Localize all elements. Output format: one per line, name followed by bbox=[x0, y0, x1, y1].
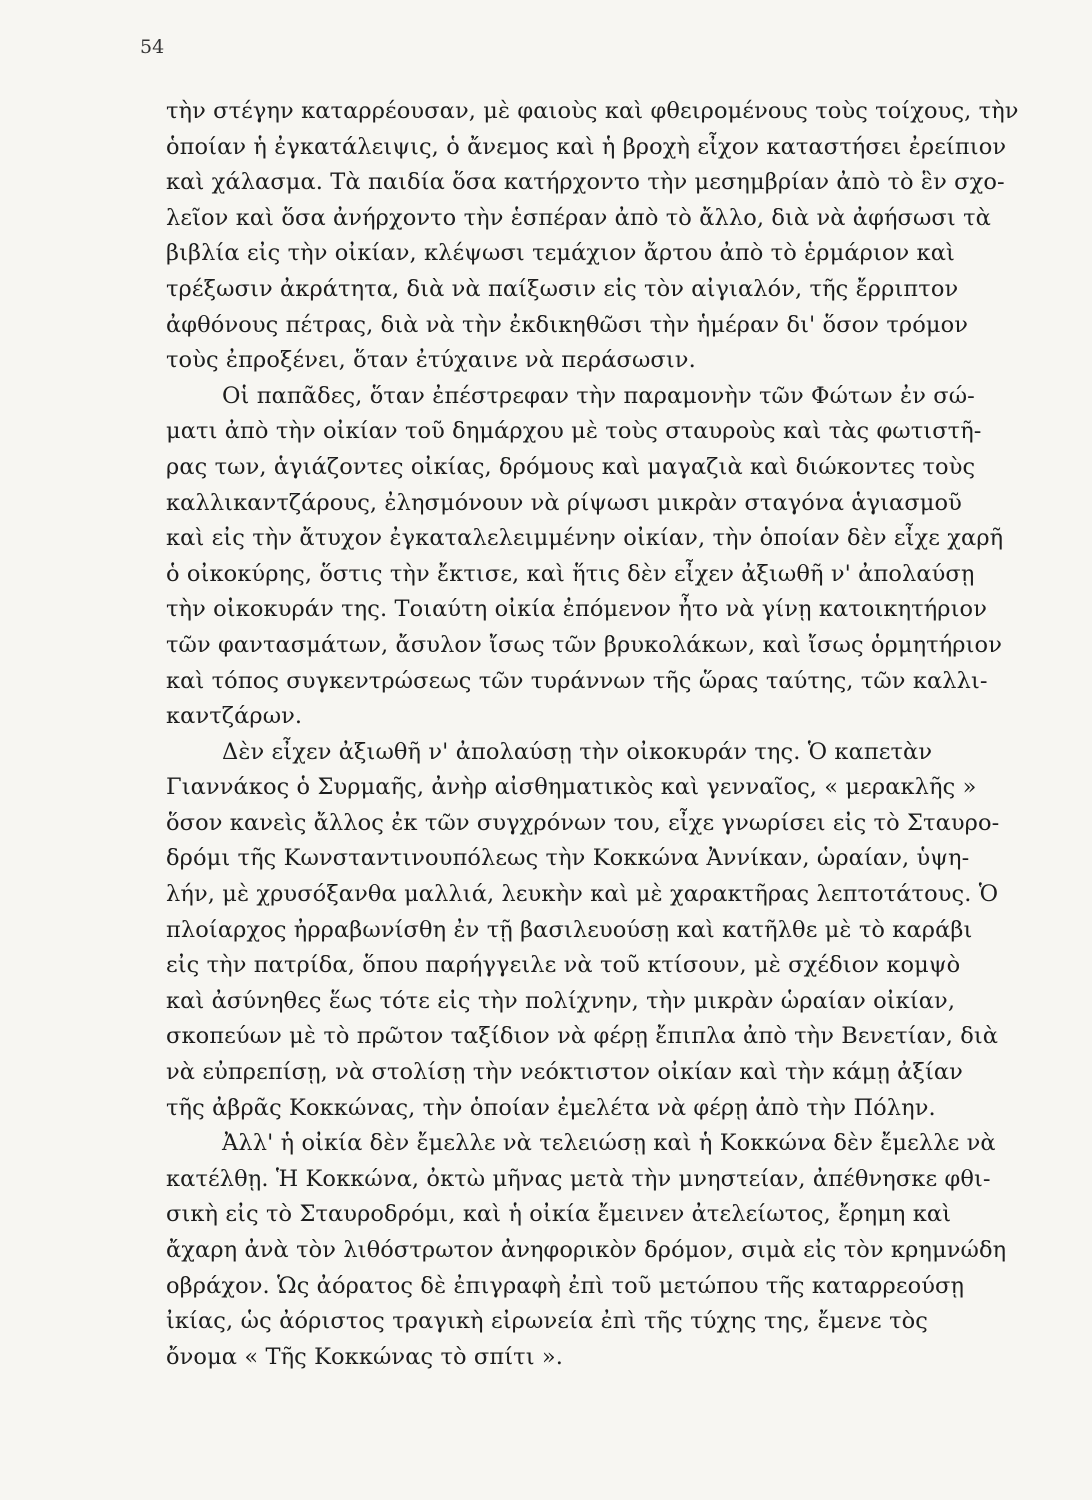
text-line: ματι ἀπὸ τὴν οἰκίαν τοῦ δημάρχου μὲ τοὺς σταυροὺς καὶ τὰς φωτιστῆ- bbox=[166, 418, 982, 445]
text-line: τῶν φαντασμάτων, ἄσυλον ἴσως τῶν βρυκολάκων, καὶ ἴσως ὁρμητήριον bbox=[166, 631, 1002, 658]
text-line: σικὴ εἰς τὸ Σταυροδρόμι, καὶ ἡ οἰκία ἔμεινεν ἀτελείωτος, ἔρημη καὶ bbox=[166, 1201, 952, 1228]
text-line: καὶ εἰς τὴν ἄτυχον ἐγκαταλελειμμένην οἰκίαν, τὴν ὁποίαν δὲν εἶχε χαρῆ bbox=[166, 525, 1004, 552]
text-line: ὁποίαν ἡ ἐγκατάλειψις, ὁ ἄνεμος καὶ ἡ βροχὴ εἶχον καταστήσει ἐρείπιον bbox=[166, 133, 1007, 160]
page-number: 54 bbox=[140, 36, 165, 58]
text-line: σκοπεύων μὲ τὸ πρῶτον ταξίδιον νὰ φέρῃ ἔπιπλα ἀπὸ τὴν Βενετίαν, διὰ bbox=[166, 1023, 999, 1050]
text-line: ρας των, ἁγιάζοντες οἰκίας, δρόμους καὶ μαγαζιὰ καὶ διώκοντες τοὺς bbox=[166, 453, 976, 480]
text-line: λήν, μὲ χρυσόξανθα μαλλιά, λευκὴν καὶ μὲ χαρακτῆρας λεπτοτάτους. Ὁ bbox=[166, 881, 999, 908]
text-line: νὰ εὐπρεπίσῃ, νὰ στολίσῃ τὴν νεόκτιστον οἰκίαν καὶ τὴν κάμῃ ἀξίαν bbox=[166, 1059, 963, 1086]
text-line: καὶ τόπος συγκεντρώσεως τῶν τυράννων τῆς ὥρας ταύτης, τῶν καλλι- bbox=[166, 667, 988, 694]
text-line: κατέλθῃ. Ἡ Κοκκώνα, ὀκτὼ μῆνας μετὰ τὴν μνηστείαν, ἀπέθνησκε φθι- bbox=[166, 1165, 991, 1192]
text-line: τὴν οἰκοκυράν της. Τοιαύτη οἰκία ἐπόμενον ἦτο νὰ γίνῃ κατοικητήριον bbox=[166, 596, 987, 623]
text-line: τὴν στέγην καταρρέουσαν, μὲ φαιοὺς καὶ φθειρομένους τοὺς τοίχους, τὴν bbox=[166, 98, 1019, 124]
text-line: δρόμι τῆς Κωνσταντινουπόλεως τὴν Κοκκώνα Ἀννίκαν, ὡραίαν, ὑψη- bbox=[166, 845, 970, 872]
text-line: καὶ χάλασμα. Τὰ παιδία ὅσα κατήρχοντο τὴν μεσημβρίαν ἀπὸ τὸ ἓν σχο- bbox=[166, 169, 1005, 196]
text-line: βιβλία εἰς τὴν οἰκίαν, κλέψωσι τεμάχιον ἄρτου ἀπὸ τὸ ἑρμάριον καὶ bbox=[166, 240, 955, 267]
text-line: ἰκίας, ὡς ἀόριστος τραγικὴ εἰρωνεία ἐπὶ τῆς τύχης της, ἔμενε τὸς bbox=[166, 1308, 928, 1335]
body-text bbox=[166, 94, 1019, 1375]
text-line: Γιαννάκος ὁ Συρμαῆς, ἀνὴρ αἰσθηματικὸς καὶ γενναῖος, « μερακλῆς » bbox=[166, 774, 977, 801]
text-line: λεῖον καὶ ὅσα ἀνήρχοντο τὴν ἑσπέραν ἀπὸ τὸ ἄλλο, διὰ νὰ ἀφήσωσι τὰ bbox=[166, 204, 991, 231]
text-line: εἰς τὴν πατρίδα, ὅπου παρήγγειλε νὰ τοῦ κτίσουν, μὲ σχέδιον κομψὸ bbox=[166, 952, 961, 979]
text-line: Ἀλλ' ἡ οἰκία δὲν ἔμελλε νὰ τελειώσῃ καὶ ἡ Κοκκώνα δὲν ἔμελλε νὰ bbox=[222, 1130, 996, 1157]
text-line: ὅσον κανεὶς ἄλλος ἐκ τῶν συγχρόνων του, εἶχε γνωρίσει εἰς τὸ Σταυρο- bbox=[166, 809, 1000, 836]
text-line: Οἱ παπᾶδες, ὅταν ἐπέστρεφαν τὴν παραμονὴν τῶν Φώτων ἐν σώ- bbox=[222, 382, 975, 409]
text-line: καλλικαντζάρους, ἐλησμόνουν νὰ ρίψωσι μικρὰν σταγόνα ἁγιασμοῦ bbox=[166, 489, 962, 516]
text-line: τοὺς ἐπροξένει, ὅταν ἐτύχαινε νὰ περάσωσιν. bbox=[166, 347, 696, 374]
text-line: καὶ ἀσύνηθες ἕως τότε εἰς τὴν πολίχνην, τὴν μικρὰν ὡραίαν οἰκίαν, bbox=[166, 987, 956, 1014]
text-line: τρέξωσιν ἀκράτητα, διὰ νὰ παίξωσιν εἰς τὸν αἰγιαλόν, τῆς ἔρριπτον bbox=[166, 275, 959, 302]
text-line: ὄνομα « Τῆς Κοκκώνας τὸ σπίτι ». bbox=[166, 1343, 564, 1370]
text-line: ἄχαρη ἀνὰ τὸν λιθόστρωτον ἀνηφορικὸν δρόμον, σιμὰ εἰς τὸν κρημνώδη bbox=[166, 1237, 1007, 1263]
text-line: πλοίαρχος ἠρραβωνίσθη ἐν τῇ βασιλευούσῃ καὶ κατῆλθε μὲ τὸ καράβι bbox=[166, 916, 973, 943]
text-line: ὁ οἰκοκύρης, ὅστις τὴν ἔκτισε, καὶ ἥτις δὲν εἶχεν ἀξιωθῆ ν' ἀπολαύσῃ bbox=[166, 560, 975, 587]
text-line: ἀφθόνους πέτρας, διὰ νὰ τὴν ἐκδικηθῶσι τὴν ἡμέραν δι' ὅσον τρόμον bbox=[166, 311, 969, 338]
text-line: οβράχον. Ὡς ἀόρατος δὲ ἐπιγραφὴ ἐπὶ τοῦ μετώπου τῆς καταρρεούσῃ bbox=[166, 1272, 965, 1299]
text-line: τῆς ἀβρᾶς Κοκκώνας, τὴν ὁποίαν ἐμελέτα νὰ φέρῃ ἀπὸ τὴν Πόλην. bbox=[166, 1094, 936, 1121]
text-line: καντζάρων. bbox=[166, 703, 303, 730]
text-line: Δὲν εἶχεν ἀξιωθῆ ν' ἀπολαύσῃ τὴν οἰκοκυράν της. Ὁ καπετὰν bbox=[222, 738, 933, 765]
